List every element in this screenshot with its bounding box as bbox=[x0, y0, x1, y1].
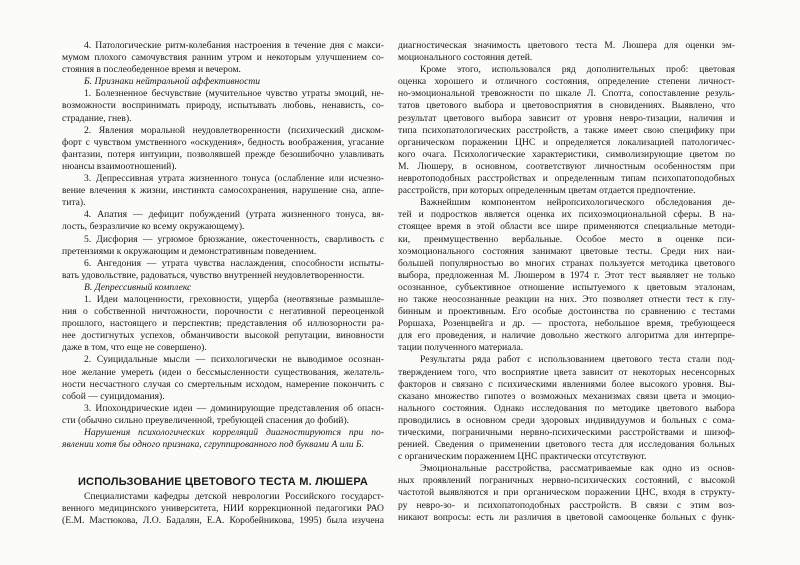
text-line: диагностическая значимость цветового теста М. Люшера для оценки эм- bbox=[398, 40, 735, 51]
text-line: вать удовольствие, радоваться, чувство внутренней неудовлетворенности. bbox=[62, 269, 365, 281]
text-line: с органическим поражением ЦНС практически отсутствуют. bbox=[398, 451, 647, 463]
text-line: венного медицинского университета, НИИ коррекционной педагогики РАО bbox=[62, 503, 384, 515]
text-line: Важнейшим компонентом нейропсихологического обследования де- bbox=[420, 197, 735, 209]
text-line: ное желание умереть (идеи о бессмысленности существования, желатель- bbox=[62, 366, 384, 378]
subsection-heading: Б. Признаки нейтральной аффективности bbox=[84, 76, 261, 88]
paragraph bbox=[62, 403, 384, 427]
text-line: нюансы взаимоотношений). bbox=[62, 160, 177, 172]
text-line: типа психопатологических расстройств, а также имеет свою специфику при bbox=[398, 124, 735, 136]
text-line: хоэмоционального состояния занимают цветовые тесты. Среди них наи- bbox=[398, 245, 735, 257]
text-line: сказано множество гипотез о возможных механизмах связи цвета и эмоцио- bbox=[398, 390, 735, 402]
text-line: невротоподобных расстройствах и определенным типам психопатоподобных bbox=[398, 173, 735, 185]
paragraph bbox=[398, 64, 735, 197]
text-line: лость, безразличие ко всему окружающему). bbox=[62, 221, 245, 233]
text-line: Кроме этого, использовался ряд дополнительных проб: цветовая bbox=[420, 64, 735, 76]
text-line: частотой выявляются и при органическом поражении ЦНС, входя в структу- bbox=[398, 487, 735, 499]
paragraph bbox=[398, 40, 735, 64]
text-line: прошлого, настоящего и перспектив; представления об иллюзорности ра- bbox=[62, 318, 384, 330]
text-line: вение влечения к жизни, инстинкта самосохранения, нарушение сна, аппе- bbox=[62, 185, 384, 197]
text-line: М. Люшеру, в основном, соответствуют личностным особенностям при bbox=[398, 160, 735, 172]
text-line: претензиями к окружающим и демонстративным поведением. bbox=[62, 245, 317, 257]
paragraph bbox=[62, 209, 384, 233]
text-line: но-эмоциональной тревожности по шкале Л. Спотта, сопоставление резуль- bbox=[398, 88, 735, 100]
text-line: даже в том, что еще не совершено). bbox=[62, 342, 207, 354]
text-line: выбора, предложенная М. Люшером в 1974 г. Этот тест выявляет не только bbox=[398, 269, 735, 281]
text-line: фантазии, потеря интуиции, позволявшей прежде безошибочно улавливать bbox=[62, 148, 384, 160]
paragraph bbox=[62, 491, 384, 527]
text-line: но также неосознанные реакции на них. Это позволяет отнести тест к глу- bbox=[398, 293, 735, 305]
text-line: Роршаха, Розенцвейга и др. — простота, небольшое время, требующееся bbox=[398, 318, 735, 330]
text-line: форт с чувством умственного «оскудения», бедность воображения, угасание bbox=[62, 136, 384, 148]
paragraph bbox=[62, 40, 384, 76]
paragraph bbox=[62, 125, 384, 173]
text-line: 3. Ипохондрические идеи — доминирующие представления об опасн- bbox=[84, 402, 384, 414]
subsection-heading: В. Депрессивный комплекс bbox=[84, 281, 192, 293]
text-line: мумом плохого самочувствия ранним утром и некоторым улучшением со- bbox=[62, 52, 384, 64]
text-line: стоящее время в этой области все шире применяются специальные методи- bbox=[398, 221, 735, 233]
text-line: 3. Депрессивная утрата жизненного тонуса (ослабление или исчезно- bbox=[84, 173, 384, 185]
text-line: ру невро-зо- и психопатоподобных расстройств. В связи с этим воз- bbox=[398, 499, 735, 511]
text-line: Специалистами кафедры детской неврологии Российского государст- bbox=[84, 491, 384, 503]
text-line: тации полученного материала. bbox=[398, 342, 523, 354]
text-line: бинным и проективным. Его особые достоинства по сравнению с тестами bbox=[398, 306, 735, 318]
right-page-column bbox=[398, 40, 735, 524]
text-line: 5. Дисфория — угрюмое брюзжание, ожесточенность, сварливость с bbox=[84, 233, 384, 245]
text-line: 2. Суицидальные мысли — психологически не выводимое осознан- bbox=[84, 354, 384, 366]
text-line: нее достигнутых успехов, обманчивости высокой репутации, виновности bbox=[62, 330, 384, 342]
text-line: проводились в основном среди здоровых индивидуумов и больных с сома- bbox=[398, 414, 735, 426]
text-line: 4. Апатия — дефицит побуждений (утрата жизненного тонуса, вя- bbox=[84, 209, 384, 221]
text-line: тическими, пограничными нервно-психическими расстройствами и шизоф- bbox=[398, 427, 735, 438]
paragraph bbox=[62, 234, 384, 258]
text-line: 6. Ангедония — утрата чувства наслаждения, способности испыты- bbox=[84, 257, 384, 269]
text-line: никают вопросы: есть ли различия в цветовой самооценке больных с функ- bbox=[398, 511, 735, 523]
text-line: 2. Явления моральной неудовлетворенности (психический диском- bbox=[84, 124, 384, 136]
paragraph bbox=[62, 88, 384, 124]
text-line: факторов и связано с психическими явлениями более высокого уровня. Вы- bbox=[398, 378, 735, 390]
paragraph bbox=[398, 354, 735, 463]
text-line: расстройств, при которых определенным цветам отдается предпочтение. bbox=[398, 185, 696, 197]
text-line: тита). bbox=[62, 197, 86, 209]
text-line: кого очага. Психологические характеристики, символизирующие цветом по bbox=[398, 148, 735, 160]
text-line: страдание, гнев). bbox=[62, 112, 132, 124]
text-line: большей популярностью во многих странах пользуется методика цветового bbox=[398, 257, 735, 269]
text-line: сти (обычно сильно преувеличенной, требующей спасения до фобий). bbox=[62, 414, 350, 426]
text-line: Эмоциональные расстройства, рассматриваемые как одно из основ- bbox=[420, 463, 735, 475]
text-line: 4. Патологические ритм-колебания настроения в течение дня с макси- bbox=[84, 40, 384, 51]
paragraph bbox=[62, 354, 384, 402]
text-line: ности несчастного случая со смертельным исходом, намерение покончить с bbox=[62, 378, 384, 390]
text-line: собой — суицидомания). bbox=[62, 390, 165, 402]
paragraph bbox=[62, 294, 384, 354]
paragraph bbox=[62, 258, 384, 282]
text-line: ренией. Сведения о применении цветового теста для исследования больных bbox=[398, 439, 735, 451]
text-line: Нарушения психологических корреляций диагностируются при по- bbox=[84, 427, 384, 438]
text-line: татов цветового выбора и цветовосприятия в сновидениях. Выявлено, что bbox=[398, 100, 735, 112]
paragraph bbox=[398, 197, 735, 354]
paragraph bbox=[62, 173, 384, 209]
text-line: стояния в послеобеденное время и вечером. bbox=[62, 64, 241, 76]
text-line: осознанное, субъективное отношение испытуемого к цветовым эталонам, bbox=[398, 281, 735, 293]
text-line: нального состояния. Однако исследования по методике цветового выбора bbox=[398, 402, 735, 414]
text-line: тверждением того, что восприятие цвета зависит от некоторых несенсорных bbox=[398, 366, 735, 378]
text-line: возможности воспринимать природу, испытывать любовь, ненависть, со- bbox=[62, 100, 384, 112]
paragraph bbox=[398, 463, 735, 523]
text-line: (Е.М. Мастюкова, Л.О. Бадалян, Е.А. Коробейникова, 1995) была изучена bbox=[62, 515, 384, 527]
text-line: явлении хотя бы одного признака, сгруппированного под буквами А или Б. bbox=[62, 439, 364, 451]
text-line: ния о собственной ничтожности, порочности с негативной переоценкой bbox=[62, 306, 384, 318]
section-title: ИСПОЛЬЗОВАНИЕ ЦВЕТОВОГО ТЕСТА М. ЛЮШЕРА bbox=[77, 476, 369, 489]
text-line: Результаты ряда работ с использованием цветового теста стали под- bbox=[420, 354, 735, 366]
text-line: моционального состояния детей. bbox=[398, 52, 533, 64]
text-line: тей и подростков является оценка их психоэмоциональной сферы. В на- bbox=[398, 209, 735, 221]
text-line: результат цветового выбора зависит от уровня невро-тизации, наличия и bbox=[398, 112, 735, 124]
footnote-paragraph bbox=[62, 427, 384, 451]
text-line: 1. Болезненное бесчувствие (мучительное чувство утраты эмоций, не- bbox=[84, 88, 384, 100]
left-page-column bbox=[62, 40, 384, 527]
text-line: оценка хорошего и отличного состояния, определение степени личност- bbox=[398, 76, 735, 88]
text-line: ных проявлений пограничных нервно-психических состояний, с высокой bbox=[398, 475, 735, 487]
text-line: ки, преимущественно вербальные. Особое место в оценке пси- bbox=[398, 233, 735, 245]
text-line: органическом поражении ЦНС и определяется локализацией патологичес- bbox=[398, 136, 735, 148]
text-line: 1. Идеи малоценности, греховности, ущерба (неотвязные размышле- bbox=[84, 293, 384, 305]
text-line: для его проведения, и наличие довольно жесткого алгоритма для интерпре- bbox=[398, 330, 735, 342]
